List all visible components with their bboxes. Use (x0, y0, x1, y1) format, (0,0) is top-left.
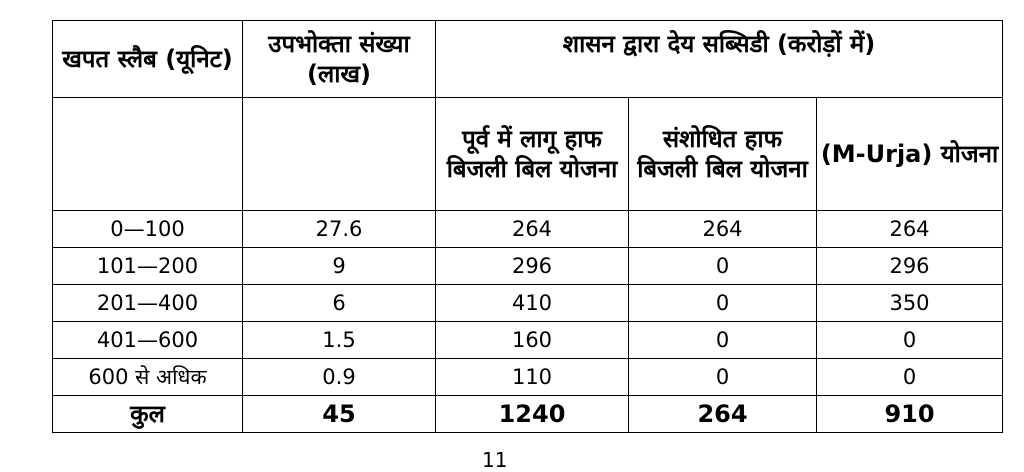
previous-cell: 410 (436, 285, 629, 322)
murja-cell: 350 (817, 285, 1003, 322)
table-row (53, 322, 1003, 359)
total-consumers: 45 (243, 396, 436, 433)
slab-cell: 600 से अधिक (53, 359, 243, 396)
consumers-cell: 27.6 (243, 211, 436, 248)
revised-cell: 0 (629, 322, 817, 359)
header-previous-scheme: पूर्व में लागू हाफ बिजली बिल योजना (436, 98, 629, 211)
consumers-cell: 6 (243, 285, 436, 322)
total-previous: 1240 (436, 396, 629, 433)
header-row-sub (53, 98, 1003, 211)
revised-cell: 0 (629, 359, 817, 396)
header-consumer-count: उपभोक्ता संख्या (लाख) (243, 21, 436, 98)
table-row (53, 285, 1003, 322)
total-revised: 264 (629, 396, 817, 433)
header-revised-scheme: संशोधित हाफ बिजली बिल योजना (629, 98, 817, 211)
header-murja-scheme: (M-Urja) योजना (817, 98, 1003, 211)
total-label: कुल (53, 396, 243, 433)
subsidy-table (52, 20, 1003, 433)
murja-cell: 296 (817, 248, 1003, 285)
header-subsidy-group: शासन द्वारा देय सब्सिडी (करोड़ों में) (436, 21, 1003, 98)
table-row (53, 359, 1003, 396)
slab-cell: 101—200 (53, 248, 243, 285)
total-row (53, 396, 1003, 433)
slab-cell: 0—100 (53, 211, 243, 248)
revised-cell: 0 (629, 285, 817, 322)
revised-cell: 0 (629, 248, 817, 285)
total-murja: 910 (817, 396, 1003, 433)
table-row (53, 248, 1003, 285)
slab-cell: 201—400 (53, 285, 243, 322)
consumers-cell: 1.5 (243, 322, 436, 359)
previous-cell: 110 (436, 359, 629, 396)
previous-cell: 160 (436, 322, 629, 359)
consumers-cell: 0.9 (243, 359, 436, 396)
revised-cell: 264 (629, 211, 817, 248)
header-row-main (53, 21, 1003, 98)
slab-cell: 401—600 (53, 322, 243, 359)
table-row (53, 211, 1003, 248)
previous-cell: 264 (436, 211, 629, 248)
header-consumption-slab: खपत स्लैब (यूनिट) (53, 21, 243, 98)
previous-cell: 296 (436, 248, 629, 285)
header-empty-slab (53, 98, 243, 211)
header-empty-consumers (243, 98, 436, 211)
page-number: 11 (482, 448, 508, 472)
consumers-cell: 9 (243, 248, 436, 285)
murja-cell: 0 (817, 359, 1003, 396)
murja-cell: 264 (817, 211, 1003, 248)
murja-cell: 0 (817, 322, 1003, 359)
